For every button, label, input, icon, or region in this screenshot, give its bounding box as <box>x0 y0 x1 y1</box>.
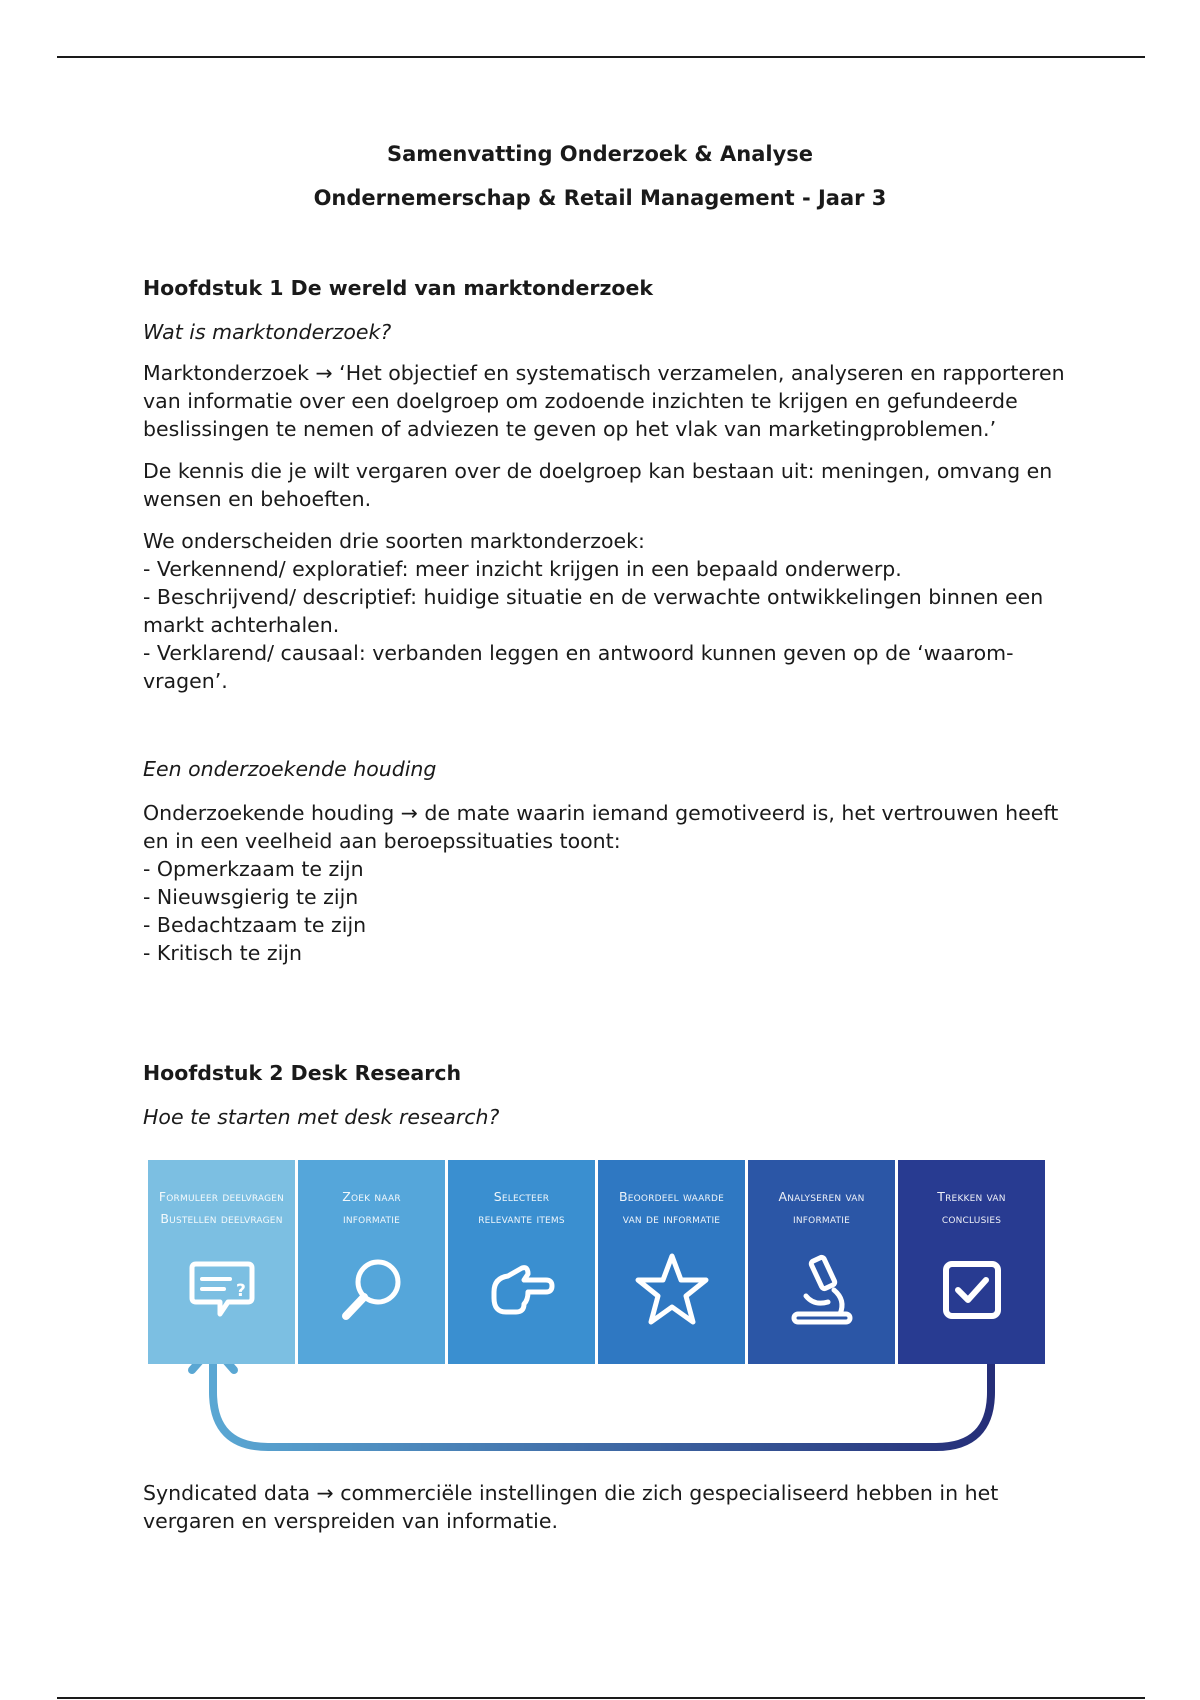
microscope-icon <box>784 1252 860 1328</box>
top-rule <box>57 56 1145 58</box>
list-item: - Kritisch te zijn <box>143 941 302 965</box>
list-item: - Opmerkzaam te zijn <box>143 857 364 881</box>
subheading-what-is-research: Wat is marktonderzoek? <box>143 320 392 344</box>
chapter-1 <box>143 274 1073 967</box>
step-analyze-information <box>748 1160 895 1364</box>
subheading-research-attitude: Een onderzoekende houding <box>143 757 437 781</box>
speech-bubble-question-icon <box>184 1252 260 1328</box>
list-item: - Beschrijvend/ descriptief: huidige situatie en de verwachte ontwikkelingen binnen een markt achterhalen. <box>143 585 1044 637</box>
step-assess-value <box>598 1160 745 1364</box>
svg-text:?: ? <box>235 1281 246 1301</box>
syndicated-section <box>143 1479 1073 1535</box>
step-label: Analyseren van informatie <box>778 1189 865 1226</box>
checkbox-icon <box>934 1252 1010 1328</box>
pointing-hand-icon <box>484 1252 560 1328</box>
document-title: Samenvatting Onderzoek & Analyse <box>386 142 814 166</box>
list-item: - Verkennend/ exploratief: meer inzicht krijgen in een bepaald onderwerp. <box>143 557 902 581</box>
bottom-rule <box>57 1697 1145 1699</box>
syndicated-paragraph: Syndicated data → commerciële instellingen die zich gespecialiseerd hebben in het vergaren en verspreiden van informatie. <box>143 1481 999 1533</box>
step-draw-conclusions <box>898 1160 1045 1364</box>
step-label: Zoek naar informatie <box>342 1189 401 1226</box>
document-subtitle: Ondernemerschap & Retail Management - Jaar 3 <box>313 186 887 210</box>
step-label: Beoordeel waarde van de informatie <box>618 1189 724 1226</box>
list-item: - Bedachtzaam te zijn <box>143 913 367 937</box>
definition-paragraph: Marktonderzoek → ‘Het objectief en systematisch verzamelen, analyseren en rapporteren van informatie over een doelgroep om zodoende inzichten te krijgen en gefundeerde beslissingen te nemen of adviezen te geven op het vlak van marketingproblemen.’ <box>143 361 1065 441</box>
step-label: Selecteer relevante items <box>478 1189 565 1226</box>
step-select-items <box>448 1160 595 1364</box>
types-intro: We onderscheiden drie soorten marktonderzoek: <box>143 529 645 553</box>
list-item: - Nieuwsgierig te zijn <box>143 885 359 909</box>
magnifier-icon <box>334 1252 410 1328</box>
step-label: Formuleer deelvragen Bustellen deelvragen <box>158 1189 285 1226</box>
attitude-paragraph: Onderzoekende houding → de mate waarin iemand gemotiveerd is, het vertrouwen heeft en in een veelheid aan beroepssituaties toont: <box>143 801 1059 853</box>
subheading-desk-research: Hoe te starten met desk research? <box>143 1105 500 1129</box>
chapter-1-heading: Hoofdstuk 1 De wereld van marktonderzoek <box>143 276 654 300</box>
chapter-2-heading: Hoofdstuk 2 Desk Research <box>143 1061 462 1085</box>
knowledge-paragraph: De kennis die je wilt vergaren over de doelgroep kan bestaan uit: meningen, omvang en wensen en behoeften. <box>143 459 1053 511</box>
step-search-information <box>298 1160 445 1364</box>
chapter-2 <box>143 1059 1073 1131</box>
star-icon <box>634 1252 710 1328</box>
step-label: Trekken van conclusies <box>937 1189 1006 1226</box>
step-formulate-subquestions <box>148 1160 295 1364</box>
desk-research-process-diagram <box>148 1160 1048 1460</box>
list-item: - Verklarend/ causaal: verbanden leggen en antwoord kunnen geven op de ‘waarom-vragen’. <box>143 641 1014 693</box>
